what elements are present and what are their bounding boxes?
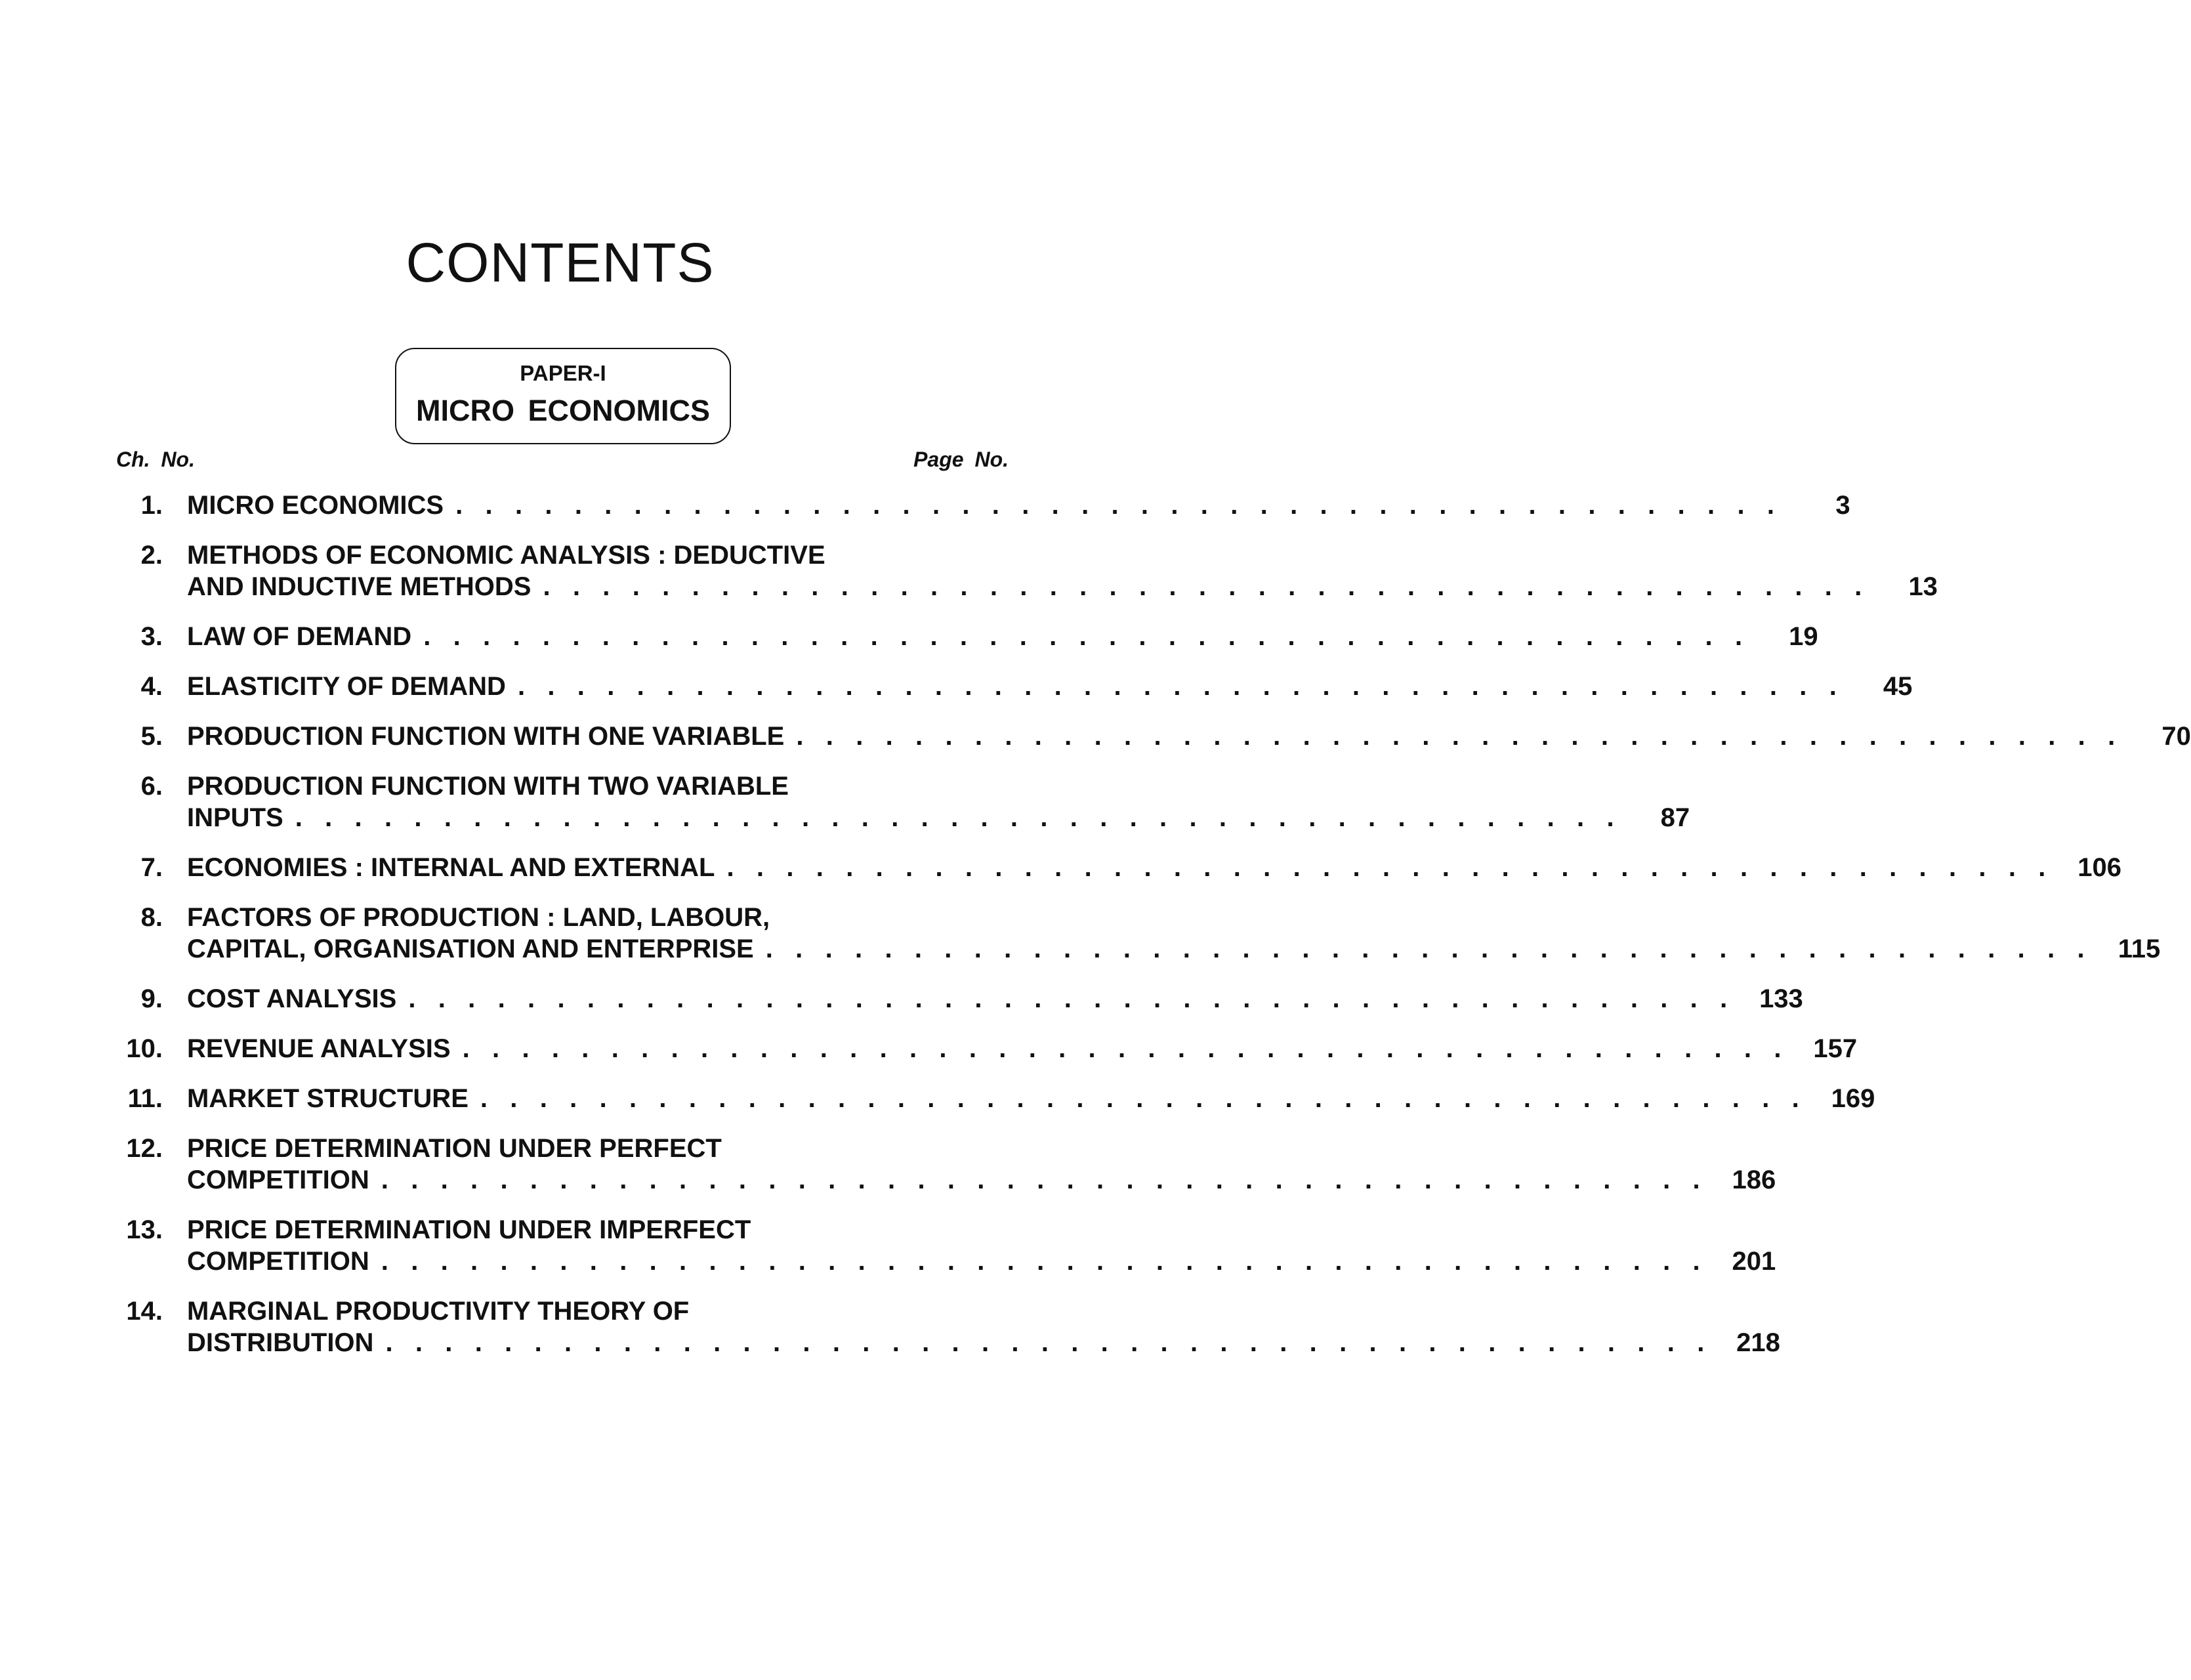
chapter-body (187, 983, 1803, 1015)
page-number: 218 (1736, 1328, 1780, 1357)
chapter-body (187, 621, 1818, 652)
page-number: 201 (1732, 1247, 1776, 1276)
page-number: 115 (2118, 934, 2161, 963)
page-number: 133 (1759, 984, 1803, 1013)
chapter-body (187, 539, 1938, 602)
dot-leader: . . . . . . . . . . . . . . . . . . . . . . . . . . . . . . . . . . . . . . . . . . . . . (408, 984, 1735, 1013)
page-title: CONTENTS (406, 232, 715, 293)
chapter-title: FACTORS OF PRODUCTION : LAND, LABOUR, (187, 903, 770, 932)
dot-leader: . . . . . . . . . . . . . . . . . . . . . . . . . . . . . . . . . . . . . . . . . . . . . (726, 853, 2053, 882)
chapter-body (187, 671, 1913, 702)
page-number: 186 (1732, 1166, 1776, 1194)
page-number: 157 (1813, 1034, 1858, 1063)
chapter-title: LAW OF DEMAND (187, 622, 412, 651)
chapter-number: 5. (140, 722, 163, 751)
dot-leader: . . . . . . . . . . . . . . . . . . . . . . . . . . . . . . . . . . . . . . . . . . . . . (295, 803, 1622, 832)
paper-label: PAPER-I (520, 361, 606, 385)
chapter-title: PRICE DETERMINATION UNDER IMPERFECT (187, 1215, 751, 1244)
dot-leader: . . . . . . . . . . . . . . . . . . . . . . . . . . . . . . . . . . . . . . . . . . . . . (517, 672, 1845, 701)
chapter-title: COMPETITION (187, 1247, 369, 1276)
dot-leader: . . . . . . . . . . . . . . . . . . . . . . . . . . . . . . . . . . . . . . . . . . . . . (765, 934, 2093, 963)
chapter-number: 11. (127, 1084, 163, 1113)
chapter-body (187, 490, 1850, 521)
chapter-title: COMPETITION (187, 1166, 369, 1194)
chapter-title: MARKET STRUCTURE (187, 1084, 469, 1113)
chapter-body (187, 721, 2191, 752)
chapter-title: CAPITAL, ORGANISATION AND ENTERPRISE (187, 934, 754, 963)
chapter-body (187, 770, 1690, 833)
chapter-number: 8. (140, 903, 163, 932)
chapter-number-column-header: Ch. No. (116, 448, 195, 471)
chapter-number: 9. (140, 984, 163, 1013)
chapter-title: MICRO ECONOMICS (187, 491, 444, 520)
chapter-number: 12. (126, 1134, 163, 1163)
chapter-body (187, 1133, 1776, 1196)
page-number: 19 (1789, 622, 1818, 651)
chapter-title: ECONOMIES : INTERNAL AND EXTERNAL (187, 853, 715, 882)
chapter-body (187, 1083, 1875, 1114)
chapter-title: DISTRIBUTION (187, 1328, 374, 1357)
chapter-title: INPUTS (187, 803, 283, 832)
chapter-number: 13. (126, 1215, 163, 1244)
chapter-title: MARGINAL PRODUCTIVITY THEORY OF (187, 1297, 690, 1326)
chapter-body (187, 1295, 1780, 1358)
chapter-body (187, 902, 2161, 965)
chapter-number: 4. (140, 672, 163, 701)
chapter-title: PRODUCTION FUNCTION WITH TWO VARIABLE (187, 772, 789, 801)
dot-leader: . . . . . . . . . . . . . . . . . . . . . . . . . . . . . . . . . . . . . . . . . . . . . (462, 1034, 1789, 1063)
dot-leader: . . . . . . . . . . . . . . . . . . . . . . . . . . . . . . . . . . . . . . . . . . . . . (385, 1328, 1712, 1357)
chapter-number: 14. (126, 1297, 163, 1326)
dot-leader: . . . . . . . . . . . . . . . . . . . . . . . . . . . . . . . . . . . . . . . . . . . . . (543, 572, 1869, 601)
chapter-body (187, 852, 2121, 883)
dot-leader: . . . . . . . . . . . . . . . . . . . . . . . . . . . . . . . . . . . . . . . . . . . . . (796, 722, 2123, 751)
chapter-number: 10. (126, 1034, 163, 1063)
chapter-body (187, 1214, 1776, 1277)
chapter-number: 6. (140, 772, 163, 801)
chapter-title: METHODS OF ECONOMIC ANALYSIS : DEDUCTIVE (187, 541, 825, 570)
dot-leader: . . . . . . . . . . . . . . . . . . . . . . . . . . . . . . . . . . . . . . . . . . . . . (455, 491, 1782, 520)
paper-subject: MICRO ECONOMICS (415, 394, 710, 427)
chapter-number: 2. (140, 541, 163, 570)
page-number: 3 (1835, 491, 1850, 520)
paper-heading-box (395, 348, 731, 444)
page-number-column-header: Page No. (913, 448, 1009, 471)
chapter-body (187, 1033, 1858, 1064)
chapter-title: AND INDUCTIVE METHODS (187, 572, 532, 601)
dot-leader: . . . . . . . . . . . . . . . . . . . . . . . . . . . . . . . . . . . . . . . . . . . . . (381, 1166, 1708, 1194)
page-number: 169 (1831, 1084, 1875, 1113)
page-number: 87 (1660, 803, 1690, 832)
page-number: 70 (2161, 722, 2191, 751)
page-number: 106 (2077, 853, 2121, 882)
dot-leader: . . . . . . . . . . . . . . . . . . . . . . . . . . . . . . . . . . . . . . . . . . . . . (423, 622, 1750, 651)
page-number: 45 (1883, 672, 1913, 701)
chapter-number: 7. (140, 853, 163, 882)
dot-leader: . . . . . . . . . . . . . . . . . . . . . . . . . . . . . . . . . . . . . . . . . . . . . (480, 1084, 1807, 1113)
chapter-title: ELASTICITY OF DEMAND (187, 672, 506, 701)
dot-leader: . . . . . . . . . . . . . . . . . . . . . . . . . . . . . . . . . . . . . . . . . . . . . (381, 1247, 1708, 1276)
chapter-title: PRICE DETERMINATION UNDER PERFECT (187, 1134, 722, 1163)
chapter-title: PRODUCTION FUNCTION WITH ONE VARIABLE (187, 722, 785, 751)
chapter-number: 1. (140, 491, 163, 520)
page-number: 13 (1908, 572, 1938, 601)
chapter-title: REVENUE ANALYSIS (187, 1034, 451, 1063)
chapter-title: COST ANALYSIS (187, 984, 397, 1013)
chapter-number: 3. (140, 622, 163, 651)
